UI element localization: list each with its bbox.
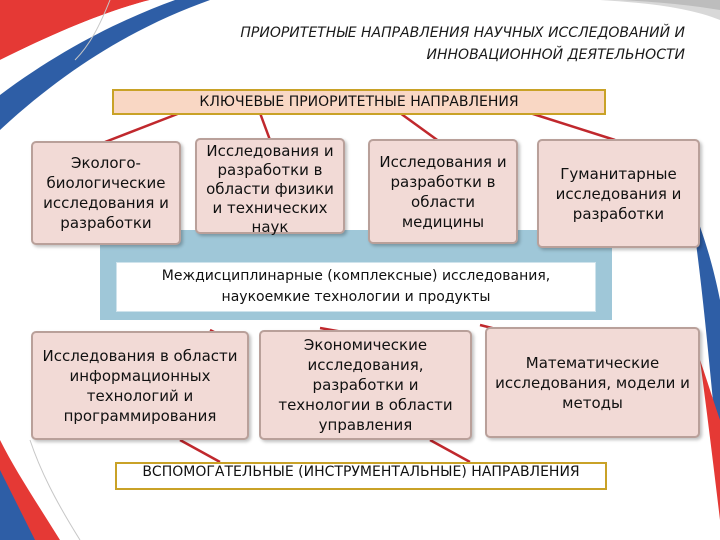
direction-economics: Экономические исследования, разработки и технологии в области управления bbox=[259, 330, 472, 440]
key-directions-banner: КЛЮЧЕВЫЕ ПРИОРИТЕТНЫЕ НАПРАВЛЕНИЯ bbox=[112, 89, 606, 115]
direction-it: Исследования в области информационных технологий и программирования bbox=[31, 331, 249, 440]
hub-line2: наукоемкие технологии и продукты bbox=[221, 289, 491, 305]
interdisciplinary-hub-label bbox=[116, 262, 596, 312]
hub-line1: Междисциплинарные (комплексные) исследования, bbox=[161, 268, 551, 284]
slide-title-line1: ПРИОРИТЕТНЫЕ НАПРАВЛЕНИЯ НАУЧНЫХ ИССЛЕДОВАНИЙ И bbox=[240, 25, 685, 41]
direction-medicine: Исследования и разработки в области медицины bbox=[368, 139, 518, 244]
slide-title-line2: ИННОВАЦИОННОЙ ДЕЯТЕЛЬНОСТИ bbox=[426, 47, 685, 63]
slide-title bbox=[150, 22, 685, 66]
direction-eco-bio: Эколого-биологические исследования и разработки bbox=[31, 141, 181, 245]
direction-physics: Исследования и разработки в области физики и технических наук bbox=[195, 138, 345, 234]
direction-mathematics: Математические исследования, модели и методы bbox=[485, 327, 700, 438]
direction-humanities: Гуманитарные исследования и разработки bbox=[537, 139, 700, 248]
support-directions-banner: ВСПОМОГАТЕЛЬНЫЕ (ИНСТРУМЕНТАЛЬНЫЕ) НАПРАВЛЕНИЯ bbox=[115, 462, 607, 490]
